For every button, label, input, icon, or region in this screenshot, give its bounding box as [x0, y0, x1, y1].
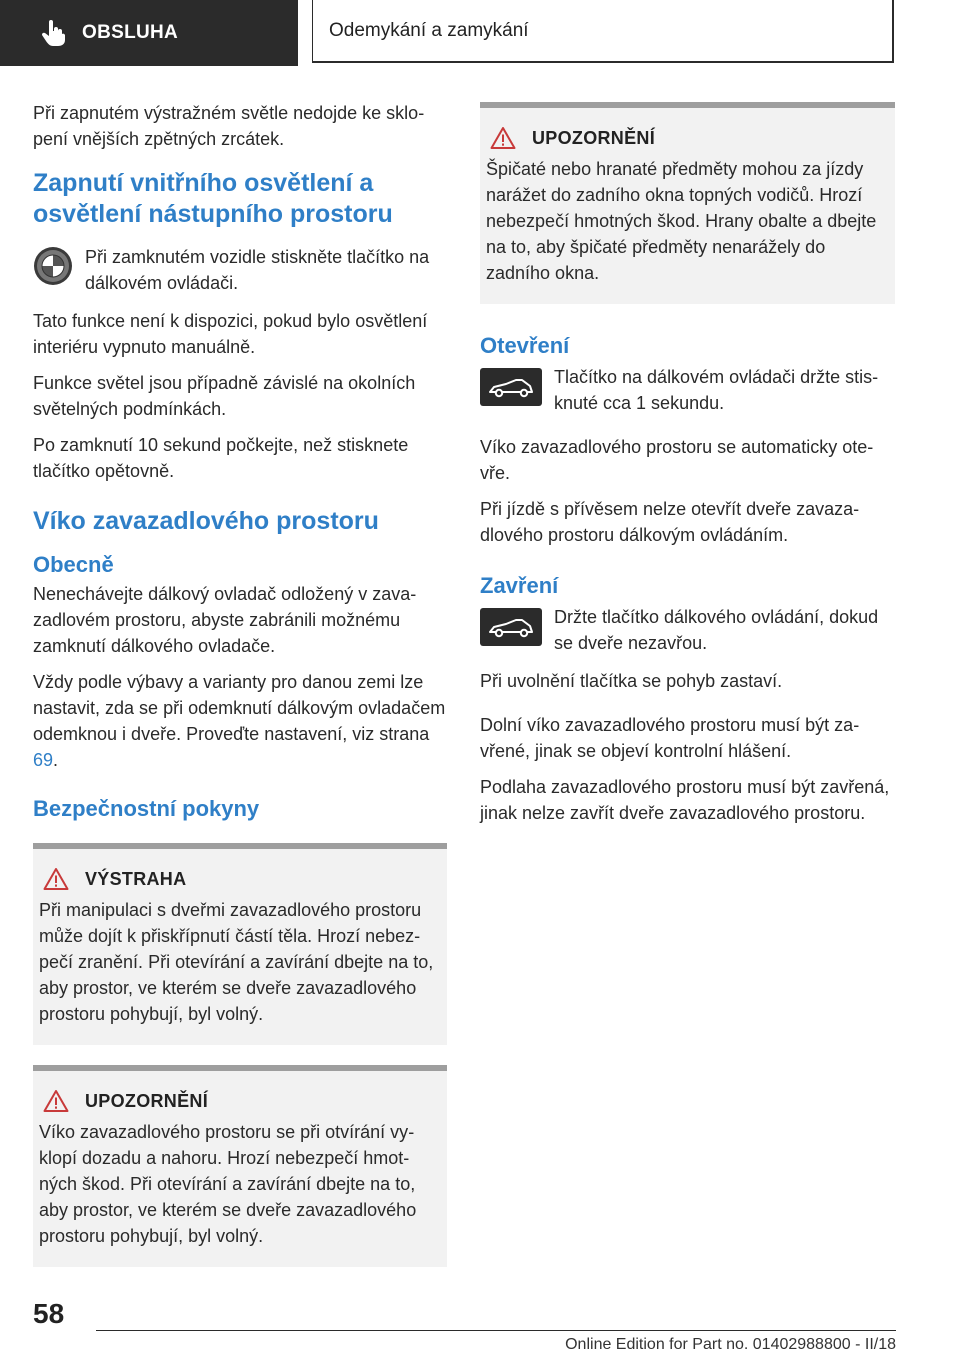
paragraph: Při zapnutém výstražném světle nedojde ke sklopení vnějších zpětných zrcátek. [33, 103, 425, 149]
right-column [480, 102, 895, 836]
warning-header [39, 867, 439, 891]
left-column [33, 100, 447, 1279]
paragraph: Tato funkce není k dispozici, pokud bylo osvětlení interiéru vypnuto manuálně. [33, 311, 428, 357]
heading-interior-lighting: Zapnutí vnitřního osvětlení a osvětlení nástupního prostoru [33, 169, 393, 228]
paragraph: Nenechávejte dálkový ovladač odložený v zavazadlovém prostoru, abyste zabránili možnému zamknutí dálkového ovladače. [33, 584, 417, 656]
notice-title: UPOZORNĚNÍ [85, 1090, 209, 1111]
paragraph: Funkce světel jsou případně závislé na okolních světelných podmínkách. [33, 373, 416, 419]
notice-text: Špičaté nebo hranaté předměty mohou za jízdy narážet do zadního okna topných vodičů. Hrozí nebezpečí hmotných škod. Hrany obalte a dbejte na to, aby špičaté předměty nenarážely do zadního okna. [486, 159, 877, 283]
instruction-text: Držte tlačítko dálkového ovládání, dokud se dveře nezavřou. [554, 607, 879, 653]
header-section-label: OBSLUHA [82, 22, 179, 43]
notice-box [33, 1065, 447, 1267]
paragraph: Dolní víko zavazadlového prostoru musí být zavřené, jinak se objeví kontrolní hlášení. [480, 715, 860, 761]
page-reference-link[interactable]: 69 [33, 750, 54, 770]
header-section-tab [0, 0, 298, 66]
paragraph: Podlaha zavazadlového prostoru musí být zavřená, jinak nelze zavřít dveře zavazadlového prostoru. [480, 777, 890, 823]
heading-trunk-lid: Víko zavazadlového prostoru [33, 507, 379, 535]
notice-text: Víko zavazadlového prostoru se při otvírání vyklopí dozadu a nahoru. Hrozí nebezpečí hmotných škod. Při otevírání a zavírání dbejte na to, aby prostor, ve kterém se dveře zavazadlového prostoru pohybují, byl volný. [39, 1122, 417, 1246]
instruction-text: Při zamknutém vozidle stiskněte tlačítko na dálkovém ovládači. [85, 247, 430, 293]
notice-box [480, 102, 895, 304]
paragraph-text: Vždy podle výbavy a varianty pro danou zemi lze nastavit, zda se při odemknutí dálkovým ovladačem odemknou i dveře. Proveďte nastavení, viz strana [33, 672, 446, 744]
paragraph: Víko zavazadlového prostoru se automaticky otevře. [480, 437, 874, 483]
warning-title: VÝSTRAHA [85, 868, 187, 889]
page-header [0, 0, 960, 66]
warning-triangle-icon [43, 1089, 69, 1113]
warning-box [33, 843, 447, 1045]
warning-triangle-icon [43, 867, 69, 891]
footer-divider [96, 1330, 896, 1331]
paragraph: Po zamknutí 10 sekund počkejte, než stisknete tlačítko opětovně. [33, 435, 409, 481]
heading-open: Otevření [480, 333, 570, 358]
footer-edition: Online Edition for Part no. 01402988800 - II/18 [565, 1336, 896, 1353]
page-number: 58 [33, 1298, 65, 1329]
instruction-text: Tlačítko na dálkovém ovládači držte stisknuté cca 1 sekundu. [554, 367, 879, 413]
icon-instruction [33, 244, 447, 296]
warning-triangle-icon [490, 126, 516, 150]
icon-instruction [480, 364, 895, 416]
header-title: Odemykání a zamykání [329, 19, 529, 41]
paragraph-end: . [53, 750, 59, 770]
paragraph: Při jízdě s přívěsem nelze otevřít dveře zavazadlového prostoru dálkovým ovládáním. [480, 499, 860, 545]
notice-header [486, 126, 887, 150]
paragraph: Při uvolnění tlačítka se pohyb zastaví. [480, 671, 783, 691]
warning-text: Při manipulaci s dveřmi zavazadlového prostoru může dojít k přiskřípnutí částí těla. Hrozí nebezpečí zranění. Při otevírání a zavírání dbejte na to, aby prostor, ve kterém se dveře zavazadlového prostoru pohybují, byl volný. [39, 900, 434, 1024]
car-trunk-icon-shape [486, 374, 536, 400]
car-trunk-icon [480, 608, 542, 646]
icon-instruction [480, 604, 895, 656]
notice-title: UPOZORNĚNÍ [532, 127, 656, 148]
bmw-logo-icon [33, 246, 73, 286]
car-trunk-icon [480, 368, 542, 406]
paragraph-with-link [33, 669, 447, 773]
car-trunk-icon-shape [486, 614, 536, 640]
hand-pointer-icon [38, 18, 68, 48]
heading-close: Zavření [480, 573, 559, 598]
heading-general: Obecně [33, 552, 114, 577]
heading-safety: Bezpečnostní pokyny [33, 796, 260, 821]
notice-header [39, 1089, 439, 1113]
header-title-box [312, 0, 894, 63]
